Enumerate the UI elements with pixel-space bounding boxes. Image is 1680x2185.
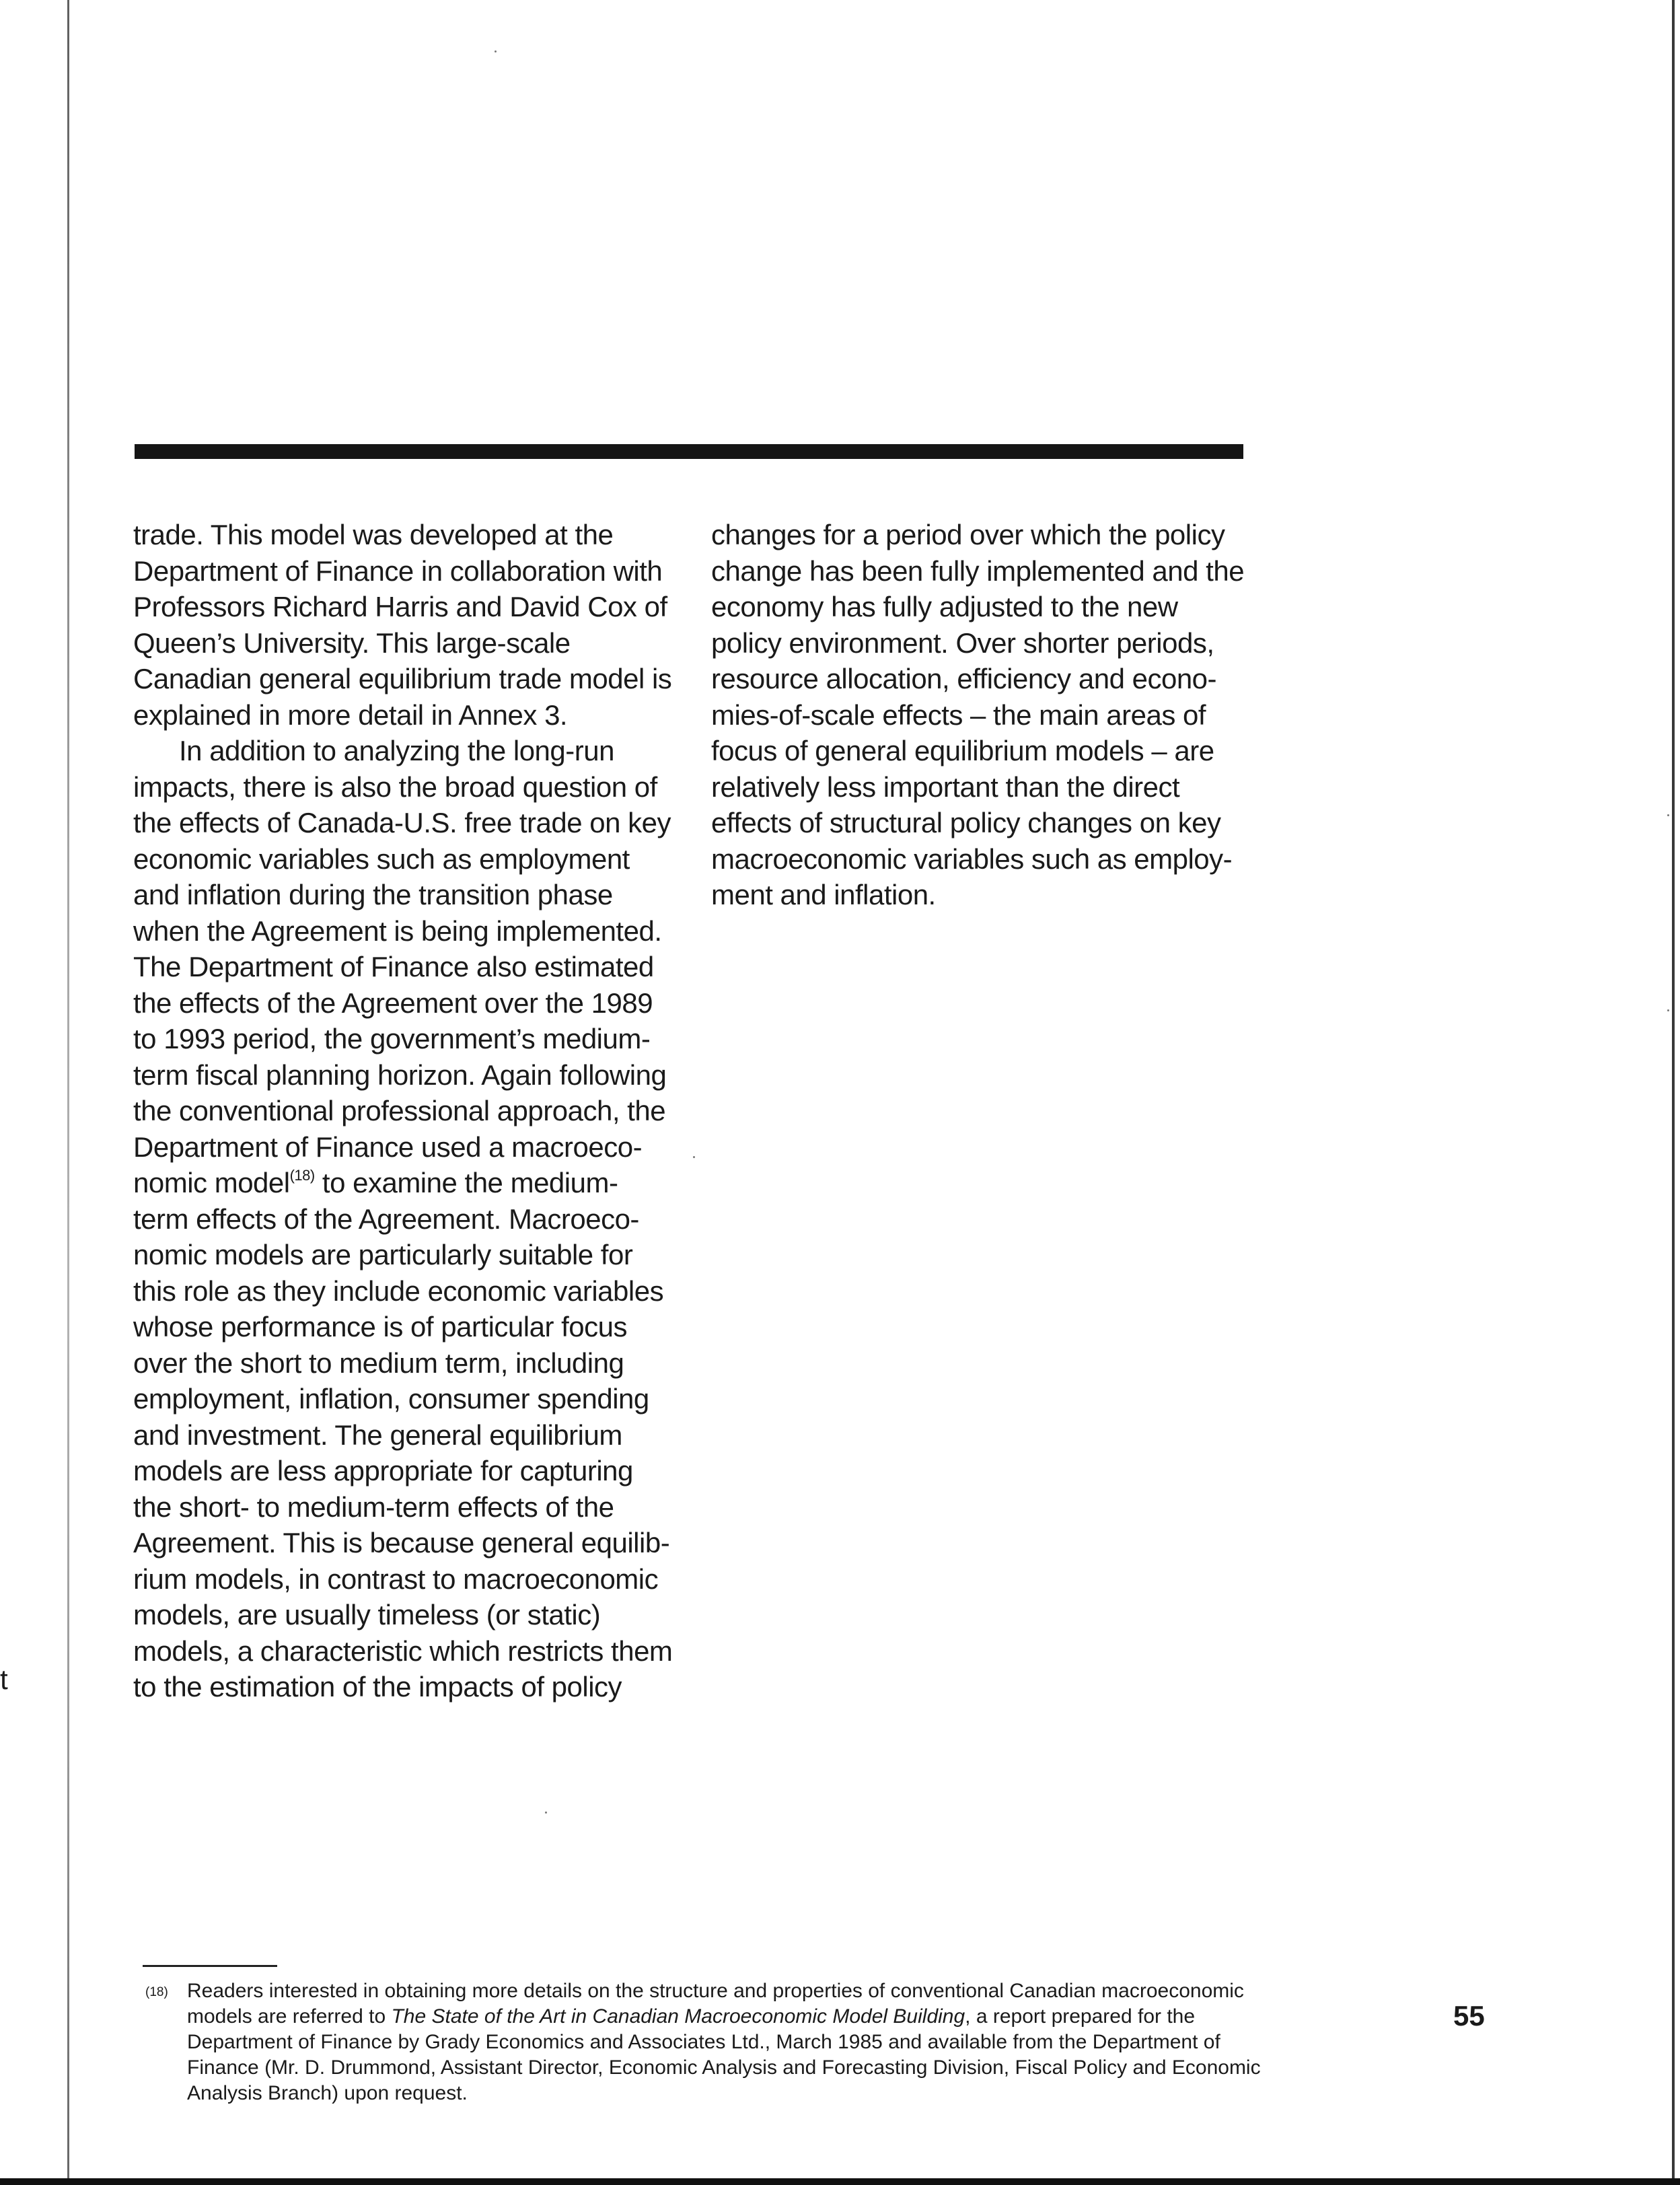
scan-speck (1667, 1009, 1669, 1011)
body-text-line: resource allocation, efficiency and econo- (711, 663, 1217, 694)
footnote-reference: (18) (289, 1167, 315, 1184)
body-text-line: employment, inflation, consumer spending (133, 1383, 649, 1414)
margin-mark: t (0, 1663, 8, 1695)
footnote-text (187, 1978, 1277, 2106)
body-text-line: term effects of the Agreement. Macroeco- (133, 1203, 639, 1235)
scan-bottom-edge (0, 2178, 1680, 2185)
body-text-line: impacts, there is also the broad question of (133, 771, 657, 803)
body-text-line: term fiscal planning horizon. Again following (133, 1059, 667, 1091)
scan-speck (495, 50, 497, 52)
body-text-line-with-footnote (133, 1165, 685, 1201)
body-text-line: policy environment. Over shorter periods, (711, 626, 1214, 659)
body-text-line: relatively less important than the direct (711, 771, 1180, 803)
body-text-line: whose performance is of particular focus (133, 1311, 628, 1342)
body-text-line: models, a characteristic which restricts them (133, 1635, 673, 1667)
body-text-line: Queen’s University. This large-scale (133, 626, 571, 659)
body-text-line: Agreement. This is because general equilib- (133, 1527, 670, 1559)
body-text-line: the conventional professional approach, the (133, 1095, 666, 1126)
body-text-line: change has been fully implemented and the (711, 554, 1245, 587)
body-text-fragment: to examine the medium- (322, 1167, 618, 1198)
body-text-line: to the estimation of the impacts of policy (133, 1671, 622, 1703)
body-text-line: the effects of Canada-U.S. free trade on key (133, 807, 671, 838)
scan-left-edge (67, 0, 69, 2185)
scan-right-edge (1672, 0, 1675, 2185)
body-text-line: nomic models are particularly suitable for (133, 1239, 633, 1270)
body-text-line: Professors Richard Harris and David Cox of (133, 591, 667, 622)
body-text-line: economic variables such as employment (133, 843, 630, 875)
body-text-line: to 1993 period, the government’s medium- (133, 1023, 651, 1054)
paragraph-first-line: In addition to analyzing the long-run (179, 735, 614, 766)
body-text-line: focus of general equilibrium models – are (711, 735, 1214, 766)
right-text-column (711, 517, 1263, 913)
body-text-line: ment and inflation. (711, 879, 936, 910)
body-text-line: Department of Finance in collaboration with (133, 554, 663, 587)
body-text-line: the effects of the Agreement over the 1989 (133, 987, 653, 1019)
footnote-divider (143, 1965, 277, 1967)
body-text-line: over the short to medium term, including (133, 1347, 624, 1379)
body-text-line: and inflation during the transition phase (133, 879, 613, 910)
body-text-line: Canadian general equilibrium trade model is (133, 663, 672, 694)
body-text-line: the short- to medium-term effects of the (133, 1491, 614, 1523)
body-text-line: this role as they include economic variables (133, 1275, 664, 1307)
footnote-text-part: Readers interested in obtaining more details on the structure and properties of conventional Canadian macroeconomic models are referred to (187, 1980, 1244, 2028)
scan-speck (1667, 814, 1669, 816)
footnote-cited-title: The State of the Art in Canadian Macroeconomic Model Building (391, 2005, 965, 2028)
footnote-text-part: , a report prepared for the Department of Finance by Grady Economics and Associates Ltd., March 1985 and available from the Department of Finance (Mr. D. Drummond, Assistant Director, Economic Analysis and Forecasting Division, Fiscal Policy and Economic Analysis Branch) upon request. (187, 2005, 1261, 2104)
scan-speck (545, 1812, 547, 1814)
body-text-line: mies-of-scale effects – the main areas of (711, 699, 1206, 731)
body-text-line: models, are usually timeless (or static) (133, 1599, 601, 1631)
body-text-line: economy has fully adjusted to the new (711, 591, 1178, 622)
body-text-line: trade. This model was developed at the (133, 519, 614, 550)
body-text-line: changes for a period over which the policy (711, 519, 1225, 550)
body-text-line: macroeconomic variables such as employ- (711, 843, 1233, 875)
body-text-line: effects of structural policy changes on key (711, 807, 1221, 838)
scan-speck (693, 1156, 695, 1158)
body-text-line: Department of Finance used a macroeco- (133, 1131, 643, 1163)
body-text-line: rium models, in contrast to macroeconomic (133, 1563, 659, 1595)
section-top-rule (135, 444, 1243, 459)
page-number: 55 (1453, 2000, 1485, 2032)
body-text-fragment: nomic model (133, 1167, 290, 1198)
body-text-line: models are less appropriate for capturing (133, 1455, 633, 1486)
body-text-line: explained in more detail in Annex 3. (133, 699, 568, 731)
body-text-line: when the Agreement is being implemented. (133, 915, 662, 947)
body-text-line: and investment. The general equilibrium (133, 1419, 622, 1451)
body-text-line: The Department of Finance also estimated (133, 951, 654, 982)
footnote-marker: (18) (145, 1985, 168, 1999)
left-text-column (133, 517, 685, 1705)
